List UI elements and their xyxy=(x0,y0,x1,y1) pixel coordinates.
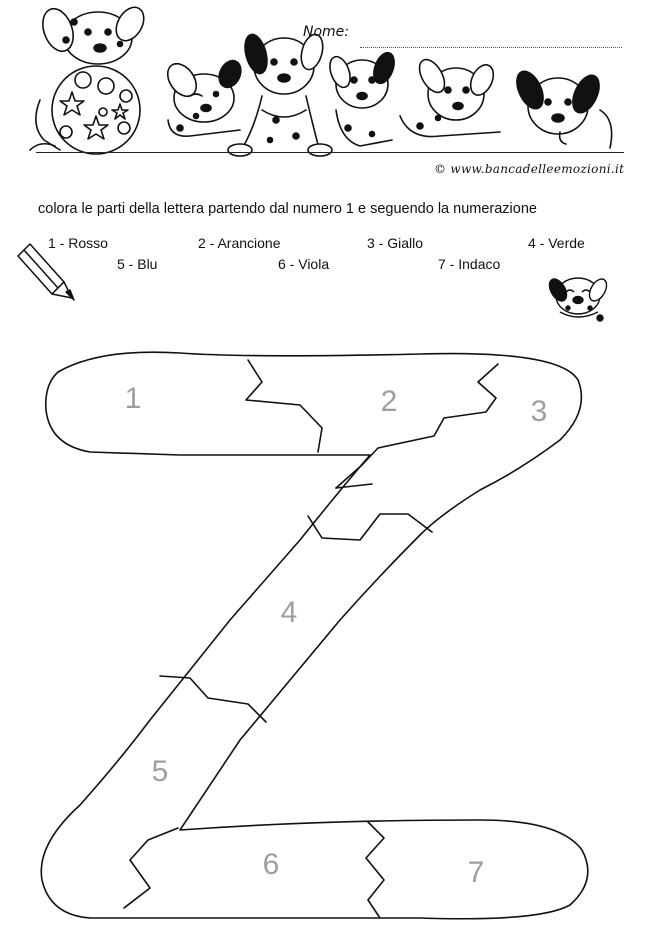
legend-item-verde: 4 - Verde xyxy=(528,235,585,251)
divider-2-3 xyxy=(336,364,498,488)
pencil-icon xyxy=(14,238,80,304)
legend-item-rosso: 1 - Rosso xyxy=(48,235,108,251)
letter-z-coloring xyxy=(0,320,650,950)
legend-item-giallo: 3 - Giallo xyxy=(367,235,424,251)
legend-item-arancione: 2 - Arancione xyxy=(198,235,281,251)
legend-item-viola: 6 - Viola xyxy=(278,256,330,272)
divider-3-4 xyxy=(308,514,432,540)
region-number: 5 xyxy=(151,755,169,788)
divider xyxy=(36,152,624,153)
divider-5-6 xyxy=(124,828,178,908)
region-number: 2 xyxy=(380,385,398,418)
region-number: 3 xyxy=(530,395,548,428)
name-input-line[interactable] xyxy=(360,47,622,48)
region-number: 7 xyxy=(467,856,485,889)
divider-6-7 xyxy=(366,822,384,918)
region-number: 4 xyxy=(280,596,298,629)
divider-2-4 xyxy=(336,484,372,488)
divider-1-2 xyxy=(246,360,322,452)
z-outline xyxy=(41,352,588,919)
region-number: 1 xyxy=(124,382,142,415)
legend-item-indaco: 7 - Indaco xyxy=(438,256,501,272)
name-label: Nome: xyxy=(303,24,350,40)
divider-4-5 xyxy=(160,676,266,722)
region-number: 6 xyxy=(262,848,280,881)
legend-item-blu: 5 - Blu xyxy=(117,256,158,272)
copyright-text: © www.bancadelleemozioni.it xyxy=(434,162,625,176)
puppy-icon xyxy=(548,268,608,324)
instruction-text: colora le parti della lettera partendo dal numero 1 e seguendo la numerazione xyxy=(38,201,537,217)
